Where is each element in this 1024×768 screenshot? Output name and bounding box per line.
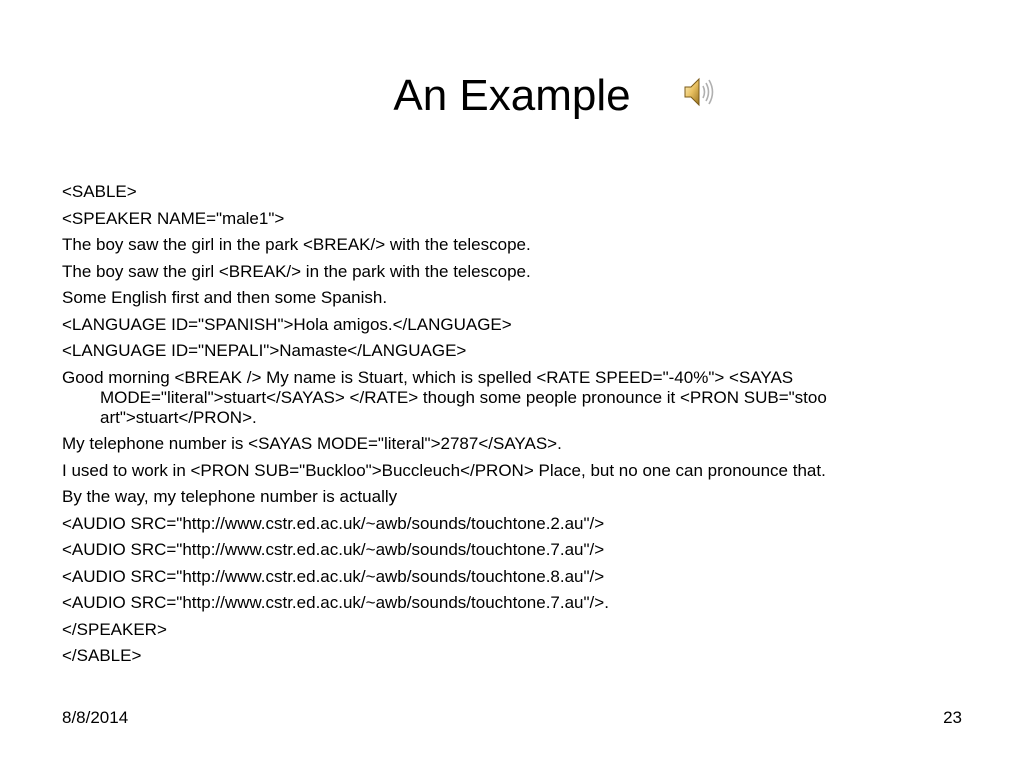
footer-date: 8/8/2014 [62,708,129,727]
body-line: </SPEAKER> [62,619,167,639]
body-line: My telephone number is <SAYAS MODE="literal">2787</SAYAS>. [62,434,562,453]
speaker-sound-icon[interactable] [682,74,718,110]
body-line: </SABLE> [62,646,142,665]
body-line: The boy saw the girl in the park <BREAK/> with the telescope. [62,235,531,254]
body-line: Good morning <BREAK /> My name is Stuart, which is spelled <RATE SPEED="-40%"> <SAYAS MODE="literal">stuart</SAYAS> </RATE> though some people pronounce it <PRON SUB="stoo art">stuart</PRON>. [62,367,827,427]
body-line: <AUDIO SRC="http://www.cstr.ed.ac.uk/~awb/sounds/touchtone.2.au"/> [62,513,605,533]
body-line: <AUDIO SRC="http://www.cstr.ed.ac.uk/~awb/sounds/touchtone.8.au"/> [62,566,605,586]
body-line: <LANGUAGE ID="SPANISH">Hola amigos.</LANGUAGE> [62,314,512,334]
slide-title: An Example [393,71,631,120]
page-number: 23 [943,708,962,727]
body-line: <SPEAKER NAME="male1"> [62,208,285,228]
body-line: <AUDIO SRC="http://www.cstr.ed.ac.uk/~awb/sounds/touchtone.7.au"/> [62,540,605,559]
body-line: By the way, my telephone number is actually [62,487,398,506]
body-line: The boy saw the girl <BREAK/> in the park with the telescope. [62,261,531,281]
body-line: <LANGUAGE ID="NEPALI">Namaste</LANGUAGE> [62,341,467,360]
body-line: <AUDIO SRC="http://www.cstr.ed.ac.uk/~awb/sounds/touchtone.7.au"/>. [62,593,609,612]
slide-body [62,182,962,673]
body-line: I used to work in <PRON SUB="Buckloo">Buccleuch</PRON> Place, but no one can pronounce that. [62,460,826,480]
body-line: Some English first and then some Spanish. [62,288,388,307]
body-line: <SABLE> [62,182,137,201]
